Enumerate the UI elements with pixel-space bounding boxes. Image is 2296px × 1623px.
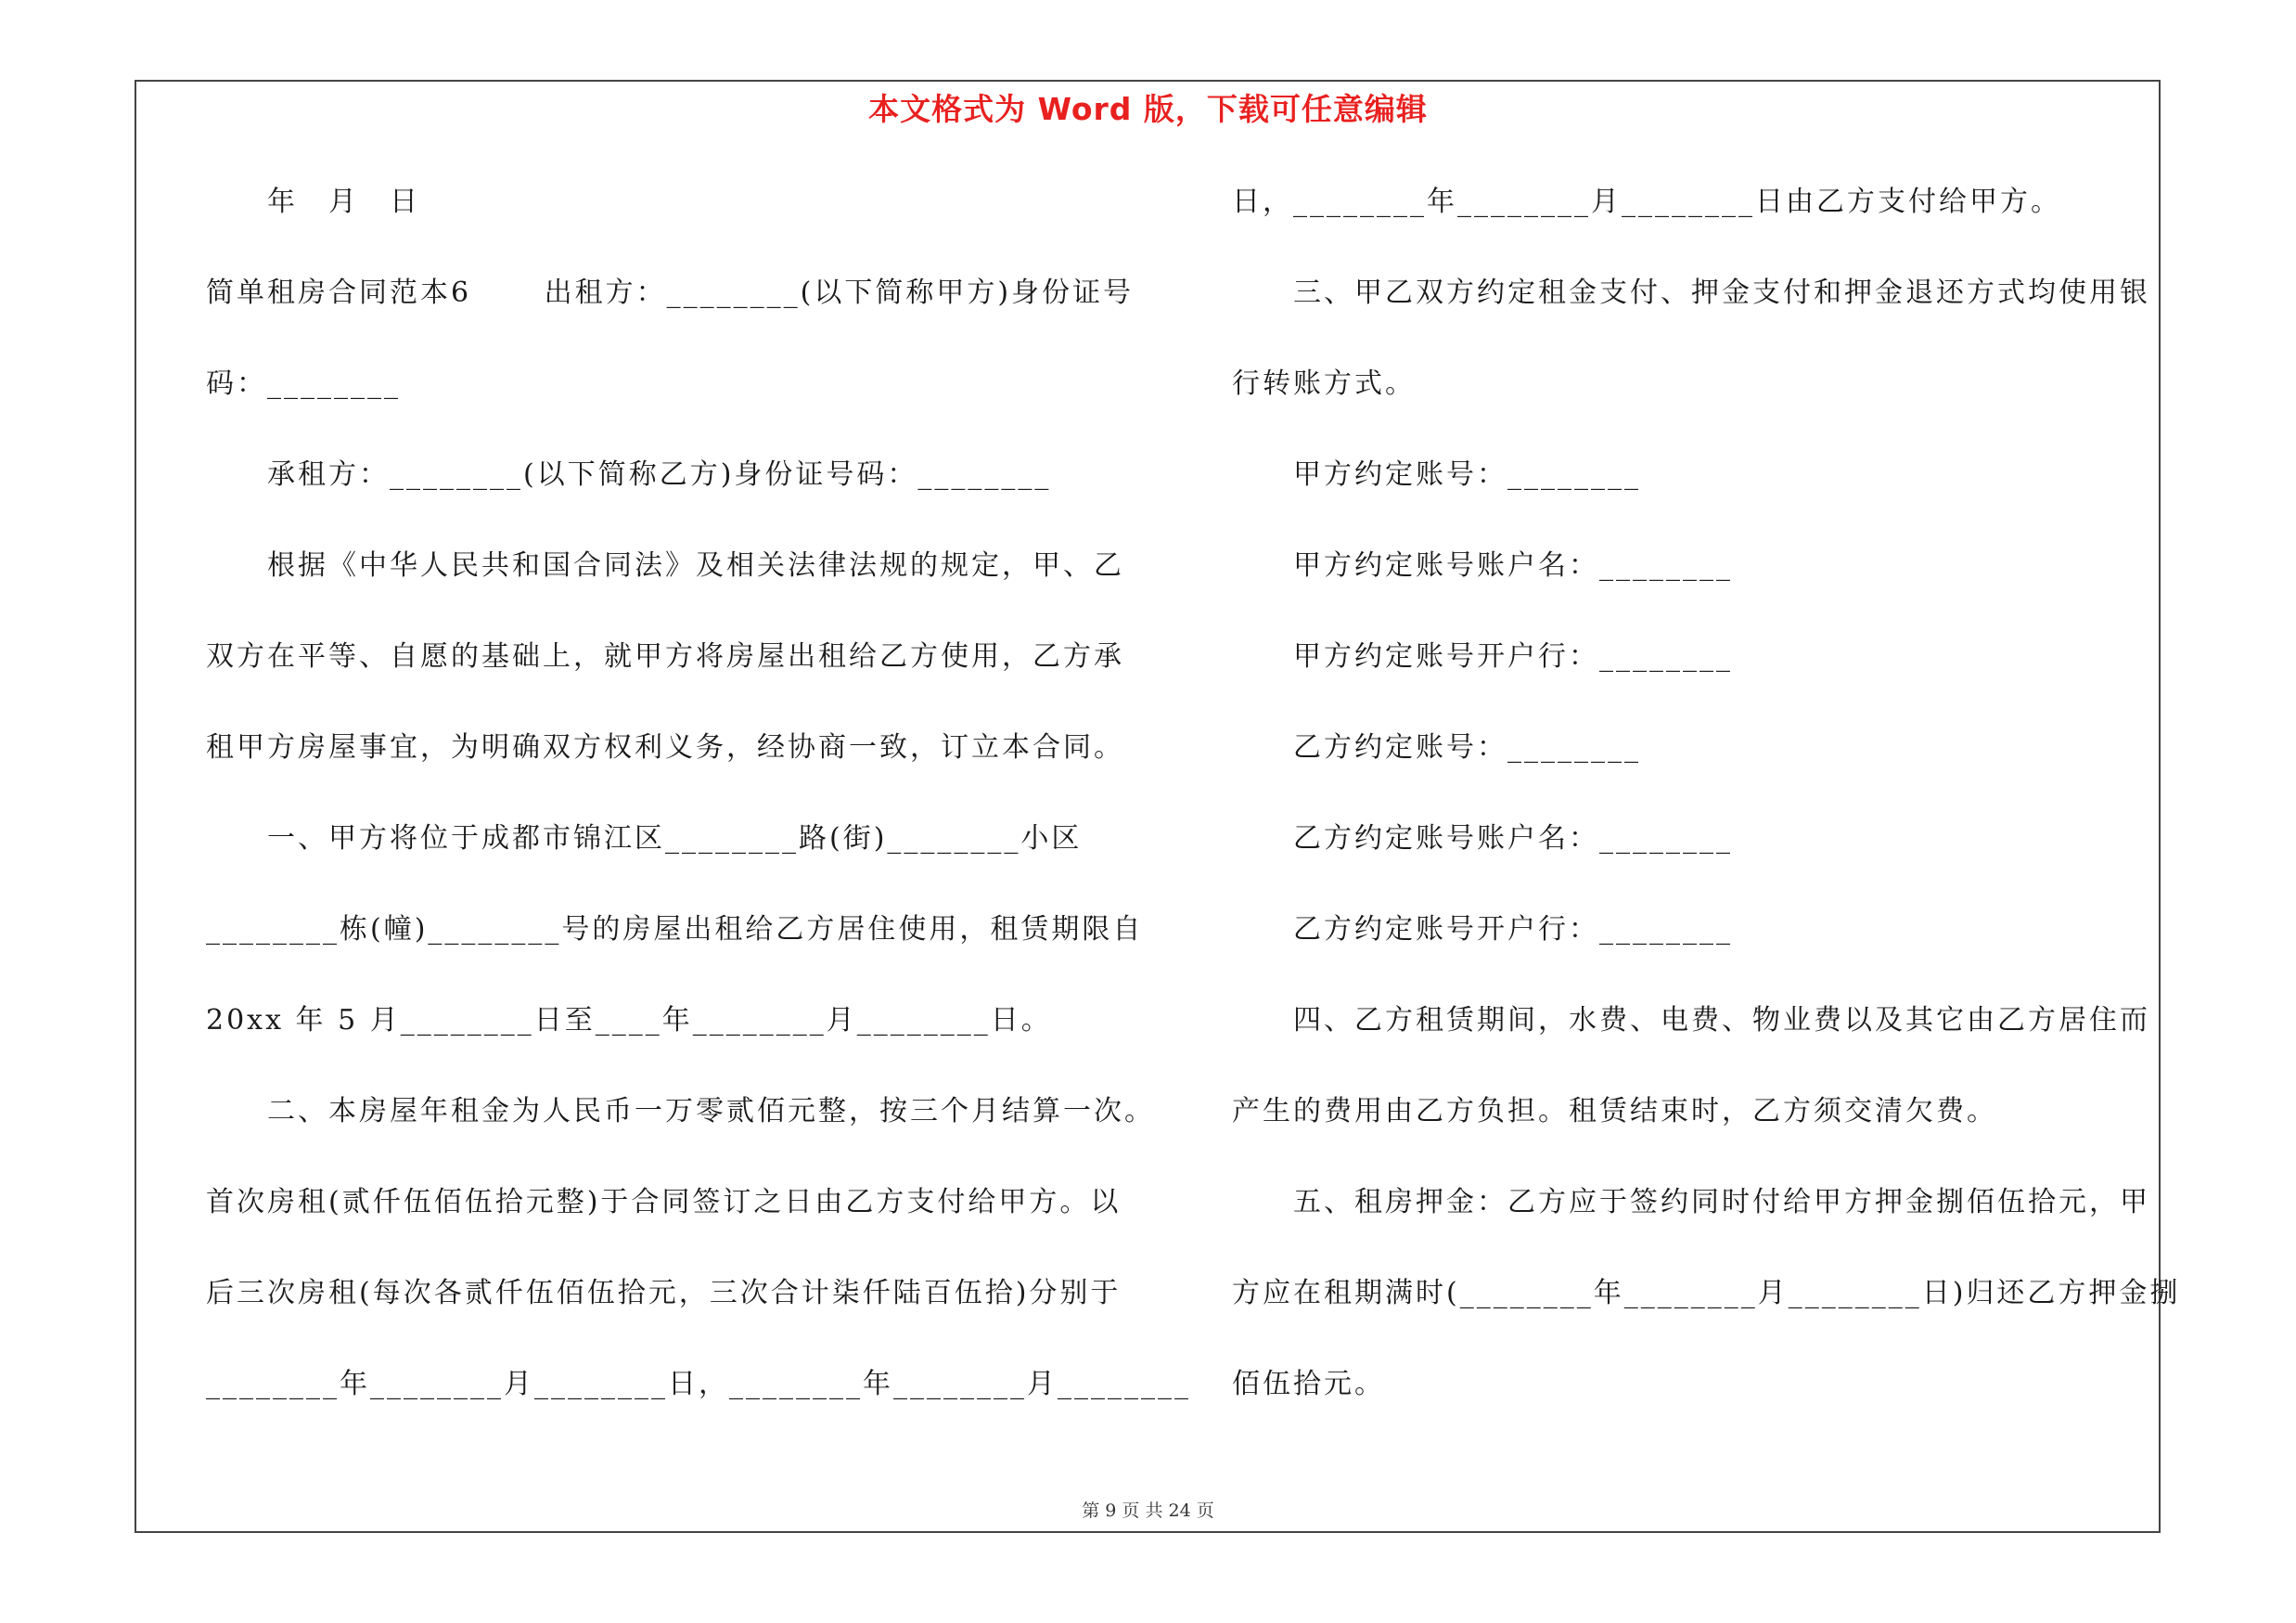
text-line: 乙方约定账号开户行：________ (1232, 913, 1733, 946)
text-line: 租甲方房屋事宜，为明确双方权利义务，经协商一致，订立本合同。 (206, 731, 1124, 764)
text-line: 年 月 日 (206, 186, 420, 218)
text-line: 承租方：________(以下简称乙方)身份证号码：________ (206, 458, 1052, 491)
document-header: 本文格式为 Word 版，下载可任意编辑 (868, 91, 1428, 127)
text-line: 产生的费用由乙方负担。租赁结束时，乙方须交清欠费。 (1232, 1095, 1997, 1127)
text-line: 后三次房租(每次各贰仟伍佰伍拾元，三次合计柒仟陆百伍拾)分别于 (206, 1277, 1122, 1309)
page-number: 第 9 页 共 24 页 (1082, 1501, 1214, 1521)
text-line: 20xx 年 5 月________日至____年________月________日。 (206, 1004, 1052, 1037)
text-line: 乙方约定账号：________ (1232, 731, 1641, 764)
text-line: 乙方约定账号账户名：________ (1232, 822, 1733, 855)
text-line: 根据《中华人民共和国合同法》及相关法律法规的规定，甲、乙 (206, 549, 1124, 582)
text-line: 甲方约定账号：________ (1232, 458, 1641, 491)
text-line: 日，________年________月________日由乙方支付给甲方。 (1232, 186, 2061, 218)
text-line: 码：________ (206, 367, 401, 400)
text-line: 三、甲乙双方约定租金支付、押金支付和押金退还方式均使用银 (1232, 277, 2150, 309)
text-line: 甲方约定账号账户名：________ (1232, 549, 1733, 582)
text-line: 一、甲方将位于成都市锦江区________路(街)________小区 (206, 822, 1083, 855)
text-line: 佰伍拾元。 (1232, 1368, 1385, 1400)
text-line: ________年________月________日，________年________月________ (206, 1368, 1191, 1400)
text-line: 方应在租期满时(________年________月________日)归还乙方押金捌 (1232, 1277, 2181, 1309)
text-line: 简单租房合同范本6 出租方：________(以下简称甲方)身份证号 (206, 277, 1135, 309)
text-line: 五、租房押金：乙方应于签约同时付给甲方押金捌佰伍拾元，甲 (1232, 1186, 2150, 1218)
text-line: 二、本房屋年租金为人民币一万零贰佰元整，按三个月结算一次。 (206, 1095, 1155, 1127)
text-line: 双方在平等、自愿的基础上，就甲方将房屋出租给乙方使用，乙方承 (206, 640, 1124, 673)
text-line: 甲方约定账号开户行：________ (1232, 640, 1733, 673)
text-line: ________栋(幢)________号的房屋出租给乙方居住使用，租赁期限自 (206, 913, 1144, 946)
text-line: 首次房租(贰仟伍佰伍拾元整)于合同签订之日由乙方支付给甲方。以 (206, 1186, 1122, 1218)
text-line: 四、乙方租赁期间，水费、电费、物业费以及其它由乙方居住而 (1232, 1004, 2150, 1037)
text-line: 行转账方式。 (1232, 367, 1416, 400)
